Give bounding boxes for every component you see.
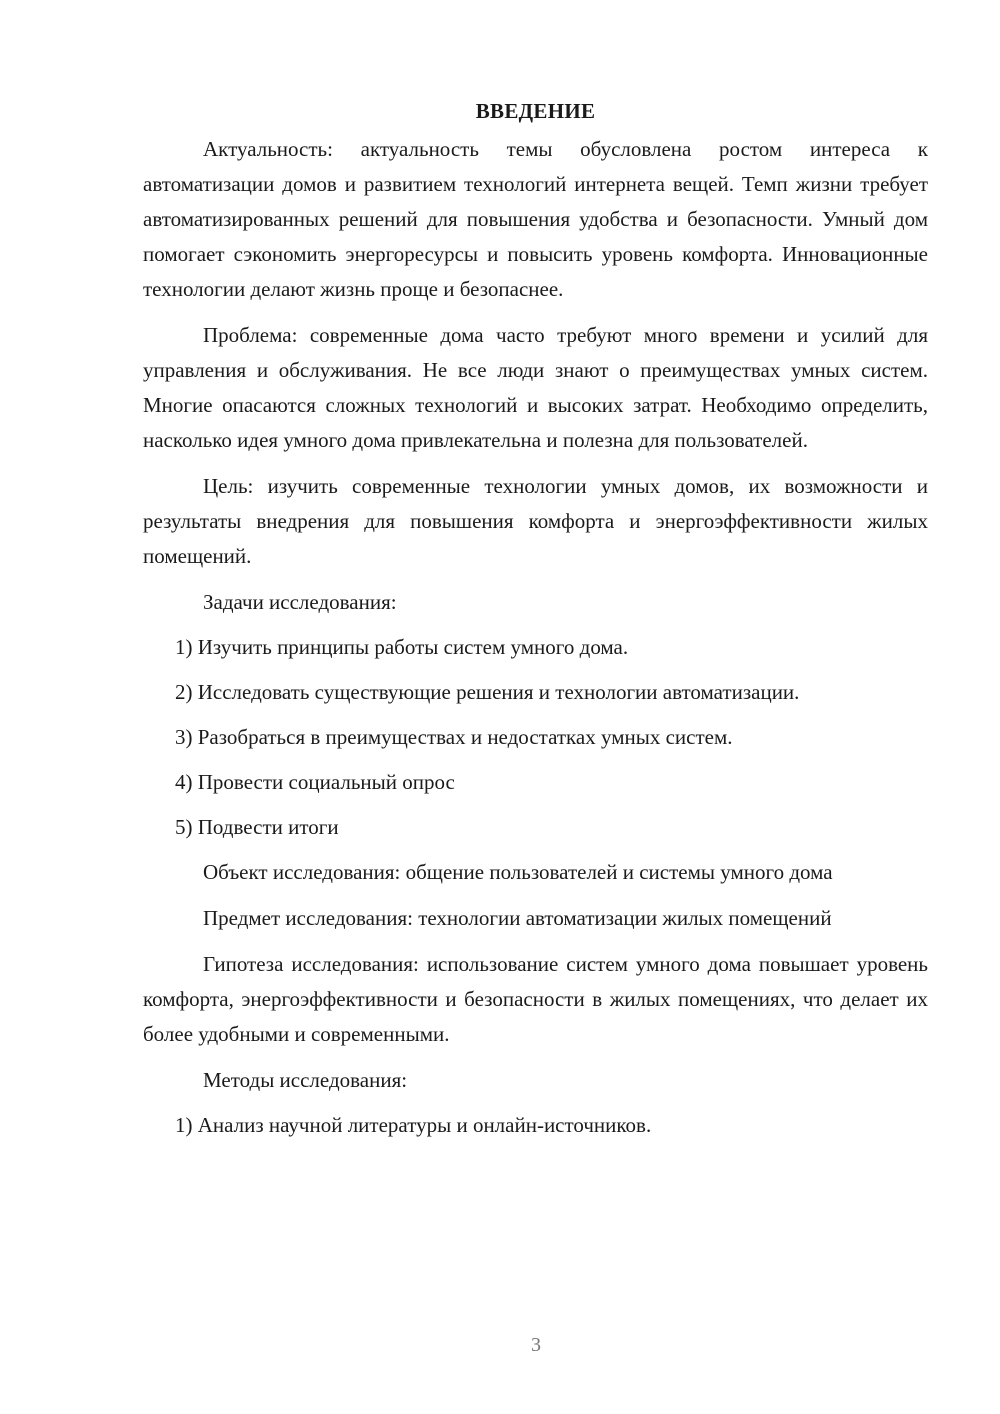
- method-item: 1) Анализ научной литературы и онлайн-источников.: [175, 1113, 652, 1137]
- task-item: 3) Разобраться в преимуществах и недостатках умных систем.: [175, 725, 733, 749]
- task-item: 1) Изучить принципы работы систем умного дома.: [175, 635, 629, 659]
- tasks-heading: Задачи исследования:: [203, 590, 397, 614]
- document-page: [143, 96, 928, 1153]
- page-number: 3: [531, 1334, 541, 1356]
- problem-paragraph: Проблема: современные дома часто требуют много времени и усилий для управления и обслуживания. Не все люди знают о преимуществах умных систем. Многие опасаются сложных технологий и высоких затрат. Необходимо определить, насколько идея умного дома привлекательна и полезна для пользователей.: [143, 323, 928, 452]
- task-item: 5) Подвести итоги: [175, 815, 339, 839]
- subject-paragraph: Предмет исследования: технологии автоматизации жилых помещений: [203, 906, 832, 930]
- task-item: 4) Провести социальный опрос: [175, 770, 455, 794]
- task-item: 2) Исследовать существующие решения и технологии автоматизации.: [175, 680, 800, 704]
- methods-heading: Методы исследования:: [203, 1068, 408, 1092]
- hypothesis-paragraph: Гипотеза исследования: использование систем умного дома повышает уровень комфорта, энергоэффективности и безопасности в жилых помещениях, что делает их более удобными и современными.: [143, 952, 928, 1046]
- goal-paragraph: Цель: изучить современные технологии умных домов, их возможности и результаты внедрения для повышения комфорта и энергоэффективности жилых помещений.: [143, 474, 928, 568]
- object-paragraph: Объект исследования: общение пользователей и системы умного дома: [203, 860, 833, 884]
- section-title: ВВЕДЕНИЕ: [475, 99, 596, 123]
- relevance-paragraph: Актуальность: актуальность темы обусловлена ростом интереса к автоматизации домов и развитием технологий интернета вещей. Темп жизни требует автоматизированных решений для повышения удобства и безопасности. Умный дом помогает сэкономить энергоресурсы и повысить уровень комфорта. Инновационные технологии делают жизнь проще и безопаснее.: [143, 137, 928, 301]
